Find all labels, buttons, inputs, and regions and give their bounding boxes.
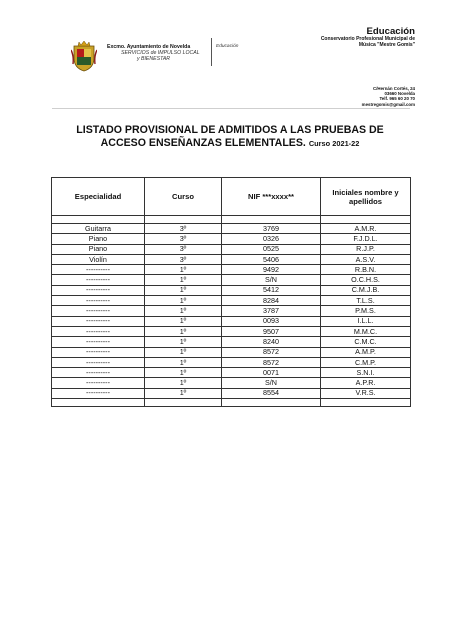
cell-nif: 0326 (222, 234, 321, 244)
cell-curso: 1º (145, 347, 222, 357)
table-row (52, 357, 411, 367)
cell-iniciales: M.M.C. (321, 326, 411, 336)
cell-nif: 0525 (222, 244, 321, 254)
cell-nif: 8572 (222, 357, 321, 367)
cell-especialidad: ---------- (52, 306, 145, 316)
cell-iniciales: R.J.P. (321, 244, 411, 254)
table-row (52, 296, 411, 306)
cell-curso: 1º (145, 275, 222, 285)
cell-curso: 3º (145, 234, 222, 244)
cell-iniciales: F.J.D.L. (321, 234, 411, 244)
cell-nif: 3769 (222, 224, 321, 234)
cell-especialidad: ---------- (52, 265, 145, 275)
educacion-label-small: Educación (216, 44, 239, 49)
cell-nif: S/N (222, 378, 321, 388)
cell-nif: 0093 (222, 316, 321, 326)
table-row (52, 368, 411, 378)
cell-nif: 5406 (222, 254, 321, 264)
cell-nif: 8240 (222, 337, 321, 347)
table-row (52, 224, 411, 234)
cell-curso: 1º (145, 378, 222, 388)
table-row (52, 378, 411, 388)
cell-iniciales: C.M.C. (321, 337, 411, 347)
cell-especialidad: ---------- (52, 337, 145, 347)
cell-curso: 1º (145, 316, 222, 326)
cell-nif: 0071 (222, 368, 321, 378)
table-row (52, 388, 411, 398)
cell-iniciales: A.M.P. (321, 347, 411, 357)
cell-especialidad: ---------- (52, 388, 145, 398)
cell-curso: 1º (145, 265, 222, 275)
cell-curso: 1º (145, 388, 222, 398)
cell-iniciales: O.C.H.S. (321, 275, 411, 285)
title-line2: ACCESO ENSEÑANZAS ELEMENTALES. (100, 137, 306, 149)
table-row (52, 234, 411, 244)
header-curso: Curso (145, 178, 222, 216)
table-row (52, 306, 411, 316)
address-block (362, 86, 415, 107)
cell-nif: S/N (222, 275, 321, 285)
cell-especialidad: ---------- (52, 296, 145, 306)
cell-iniciales: T.L.S. (321, 296, 411, 306)
header-divider (211, 38, 212, 66)
header-separator (52, 108, 410, 109)
table-row (52, 265, 411, 275)
cell-nif: 3787 (222, 306, 321, 316)
cell-iniciales: A.P.R. (321, 378, 411, 388)
cell-especialidad: ---------- (52, 368, 145, 378)
conservatorio-line1: Conservatorio Profesional Municipal de (320, 36, 415, 42)
novelda-crest-logo (71, 40, 97, 72)
cell-especialidad: ---------- (52, 316, 145, 326)
cell-curso: 1º (145, 296, 222, 306)
cell-especialidad: ---------- (52, 326, 145, 336)
table-row (52, 244, 411, 254)
table-row (52, 275, 411, 285)
cell-curso: 1º (145, 285, 222, 295)
title-year: Curso 2021-22 (308, 139, 360, 148)
cell-curso: 1º (145, 337, 222, 347)
cell-iniciales: V.R.S. (321, 388, 411, 398)
educacion-title: Educación (366, 26, 415, 37)
cell-especialidad: ---------- (52, 275, 145, 285)
address-line2: 03660 Novelda (384, 91, 415, 97)
cell-iniciales: I.L.L. (321, 316, 411, 326)
cell-curso: 1º (145, 357, 222, 367)
table-row (52, 347, 411, 357)
servicios-line2: y BIENESTAR (137, 55, 171, 62)
table-spacer-row (52, 399, 411, 407)
conservatorio-line2: Música "Mestre Gomis" (358, 41, 415, 48)
header-iniciales: Iniciales nombre y apellidos (321, 178, 411, 216)
cell-especialidad: Violín (52, 254, 145, 264)
cell-especialidad: Piano (52, 234, 145, 244)
cell-iniciales: S.N.I. (321, 368, 411, 378)
cell-especialidad: ---------- (52, 285, 145, 295)
table-header-row (52, 178, 411, 216)
cell-especialidad: Piano (52, 244, 145, 254)
title-line1: LISTADO PROVISIONAL DE ADMITIDOS A LAS PRUEBAS DE (76, 124, 384, 136)
ayuntamiento-block (107, 45, 200, 62)
cell-iniciales: C.M.J.B. (321, 285, 411, 295)
admitted-list-table (51, 177, 411, 407)
cell-especialidad: ---------- (52, 378, 145, 388)
table-row (52, 326, 411, 336)
table-spacer-row (52, 216, 411, 224)
cell-iniciales: P.M.S. (321, 306, 411, 316)
cell-especialidad: Guitarra (52, 224, 145, 234)
cell-nif: 8572 (222, 347, 321, 357)
address-line1: C/Hernán Cortés, 24 (373, 86, 415, 91)
conservatorio-block (321, 37, 415, 49)
header-especialidad: Especialidad (52, 178, 145, 216)
cell-curso: 3º (145, 224, 222, 234)
phone: Telf. 965 60 20 70 (379, 96, 415, 102)
cell-iniciales: A.M.R. (321, 224, 411, 234)
table-row (52, 316, 411, 326)
cell-curso: 3º (145, 254, 222, 264)
cell-iniciales: R.B.N. (321, 265, 411, 275)
cell-iniciales: A.S.V. (321, 254, 411, 264)
cell-curso: 1º (145, 306, 222, 316)
table-row (52, 254, 411, 264)
cell-curso: 3º (145, 244, 222, 254)
cell-especialidad: ---------- (52, 357, 145, 367)
table-row (52, 337, 411, 347)
cell-curso: 1º (145, 326, 222, 336)
cell-nif: 5412 (222, 285, 321, 295)
cell-curso: 1º (145, 368, 222, 378)
cell-nif: 9507 (222, 326, 321, 336)
cell-nif: 8284 (222, 296, 321, 306)
servicios-line1: SERVICIOS de IMPULSO LOCAL (121, 49, 200, 56)
email: mestregomis@gmail.com (361, 101, 415, 107)
ayuntamiento-name: Excmo. Ayuntamiento de Novelda (107, 44, 191, 50)
cell-especialidad: ---------- (52, 347, 145, 357)
cell-nif: 8554 (222, 388, 321, 398)
table-row (52, 285, 411, 295)
cell-nif: 9492 (222, 265, 321, 275)
document-title (60, 124, 400, 150)
header-nif: NIF ***xxxx** (222, 178, 321, 216)
cell-iniciales: C.M.P. (321, 357, 411, 367)
